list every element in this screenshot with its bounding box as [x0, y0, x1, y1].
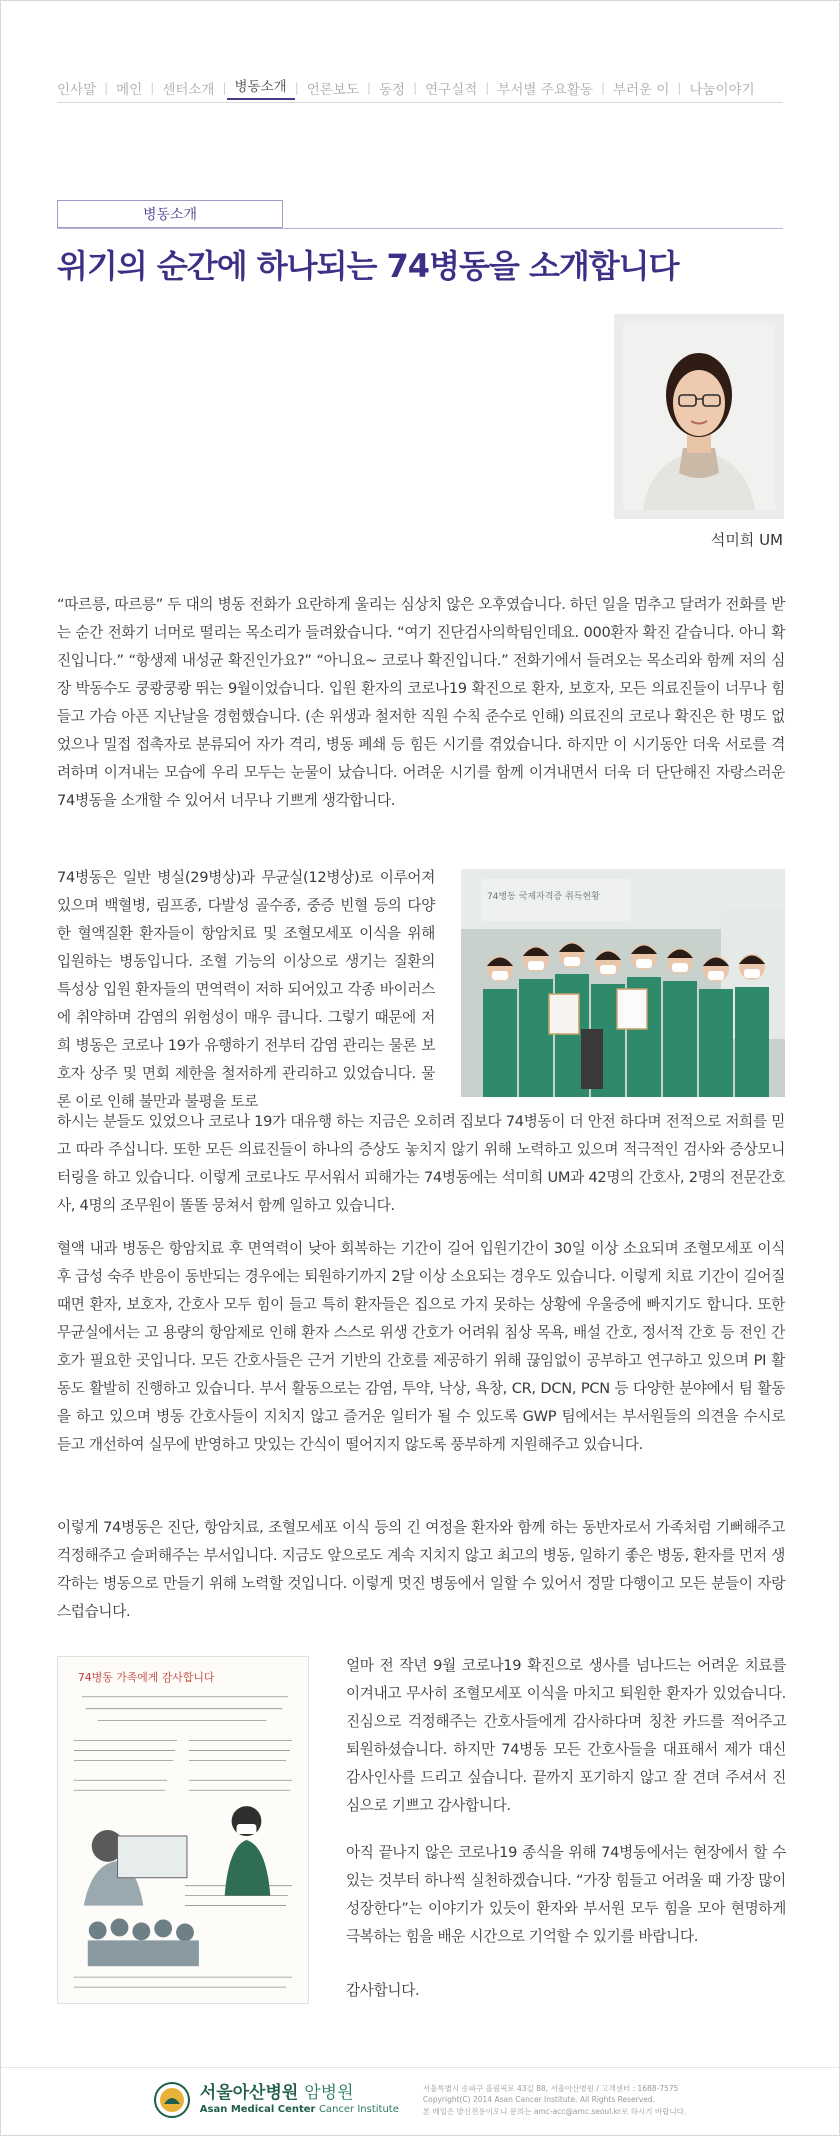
section-label: 병동소개 [57, 200, 283, 228]
closing-paragraph: 아직 끝나지 않은 코로나19 종식을 위해 74병동에서는 현장에서 할 수 있는 것부터 하나씩 실천하겠습니다. “가장 힘들고 어려울 때 가장 많이 성장한다”는 이야기가 있듯이 환자와 부서원 모두 힘을 모아 현명하게 극복하는 힘을 배운 시간으로 기억할 수 있기를 바랍니다. [346, 1844, 786, 1945]
nav-separator: | [222, 80, 227, 95]
ward-paragraph-part1: 74병동은 일반 병실(29병상)과 무균실(12병상)로 이루어져 있으며 백혈병, 림프종, 다발성 골수종, 중증 빈혈 등의 다양한 혈액질환 환자들이 항암치료 및 조혈모세포 이식을 위해 입원하는 병동입니다. 조혈 기능의 이상으로 생기는 질환의 특성상 입원 환자들의 면역력이 저하 되어있고 각종 바이러스에 취약하며 감염의 위험성이 매우 큽니다. 그렇기 때문에 저희 병동은 코로나 19가 유행하기 전부터 감염 관리는 물론 보호자 상주 및 면회 제한을 철저하게 관리하고 있었습니다. 물론 이로 인해 불만과 불평을 토로 [57, 869, 435, 1110]
nav-item-sharing[interactable]: 나눔이야기 [689, 81, 755, 98]
hospital-logo-text[interactable] [200, 2084, 399, 2115]
hospital-unit-ko: 암병원 [304, 2083, 354, 2104]
hospital-emblem-icon [154, 2082, 190, 2118]
title-divider [57, 228, 783, 229]
nav-separator: | [677, 80, 682, 95]
nav-item-center-intro[interactable]: 센터소개 [162, 81, 215, 98]
nav-item-main[interactable]: 메인 [116, 81, 143, 98]
companion-paragraph: 이렇게 74병동은 진단, 항암치료, 조혈모세포 이식 등의 긴 여정을 환자와 함께 하는 동반자로서 가족처럼 기뻐해주고 걱정해주고 슬퍼해주는 부서입니다. 지금도 앞으로도 계속 지치지 않고 최고의 병동, 일하기 좋은 병동, 환자를 먼저 생각하는 병동으로 만들기 위해 노력할 것입니다. 이렇게 멋진 병동에서 일할 수 있어서 정말 다행이고 모든 분들이 자랑스럽습니다. [57, 1519, 785, 1620]
nav-item-press[interactable]: 언론보도 [306, 81, 359, 98]
nav-item-ward-intro[interactable]: 병동소개 [227, 75, 295, 100]
ward-paragraph-part2: 하시는 분들도 있었으나 코로나 19가 대유행 하는 지금은 오히려 집보다 74병동이 더 안전 하다며 전적으로 저희를 믿고 따라 주십니다. 또한 모든 의료진들이 하나의 증상도 놓치지 않기 위해 노력하고 있으며 적극적인 검사와 증상모니터링을 하고 있습니다. 이렇게 코로나도 무서워서 피해가는 74병동에는 석미희 UM과 42명의 간호사, 2명의 전문간호사, 4명의 조무원이 똘똘 뭉쳐서 함께 일하고 있습니다. [57, 1113, 785, 1214]
footer-contact: 본 메일은 발신전용이오니 문의는 amc-acc@amc.seoul.kr로 하시기 바랍니다. [422, 2106, 687, 2116]
thank-you-line: 감사합니다. [346, 1982, 420, 1999]
hospital-name-en: Asan Medical Center [199, 2104, 316, 2116]
intro-paragraph: “따르릉, 따르릉” 두 대의 병동 전화가 요란하게 울리는 심상치 않은 오후였습니다. 하던 일을 멈추고 달려가 전화를 받는 순간 전화기 너머로 떨리는 목소리가 들려왔습니다. “여기 진단검사의학팀인데요. 000환자 확진 같습니다. 아니 확진입니다.” “항생제 내성균 확진인가요?” “아니요~ 코로나 확진입니다.” 전화기에서 들려오는 목소리와 함께 저의 심장 박동수도 쿵쾅쿵쾅 뛰는 9월이었습니다. 입원 환자의 코로나19 확진으로 환자, 보호자, 모든 의료진들이 너무나 힘들고 가슴 아픈 지난날을 경험했습니다. (손 위생과 철저한 직원 수칙 준수로 인해) 의료진의 코로나 확진은 한 명도 없었으나 밀접 접촉자로 분류되어 자가 격리, 병동 폐쇄 등 힘든 시기를 겪었습니다. 하지만 이 시기동안 더욱 서로를 격려하며 이겨내는 모습에 우리 모두는 눈물이 났습니다. 어려운 시기를 함께 이겨내면서 더욱 더 단단해진 자랑스러운 74병동을 소개할 수 있어서 너무나 기쁘게 생각합니다. [57, 596, 785, 809]
nav-separator: | [150, 80, 155, 95]
nav-separator: | [366, 80, 371, 95]
hospital-name-ko: 서울아산병원 [199, 2083, 299, 2104]
footer-info [423, 2083, 686, 2118]
hospital-unit-en: Cancer Institute [318, 2104, 399, 2116]
team-photo [461, 869, 785, 1097]
photo-sign-text: 74병동 국제자격증 취득현황 [487, 892, 600, 902]
thank-you-card-image [57, 1656, 309, 2004]
nav-separator: | [600, 80, 605, 95]
nav-item-news[interactable]: 동정 [378, 81, 406, 98]
nav-separator: | [485, 80, 490, 95]
card-heading-text: 74병동 가족에게 감사합니다 [77, 1670, 215, 1684]
nav-separator: | [294, 80, 299, 95]
nav-separator: | [104, 80, 109, 95]
footer-copyright: Copyright(C) 2014 Asan Cancer Institute. All Rights Reserved. [422, 2095, 655, 2105]
footer-address: 서울특별시 송파구 올림픽로 43길 88, 서울아산병원 / 고객센터 : 1688-7575 [422, 2083, 679, 2093]
portrait-caption: 석미희 UM [710, 531, 783, 549]
hematology-paragraph: 혈액 내과 병동은 항암치료 후 면역력이 낮아 회복하는 기간이 길어 입원기간이 30일 이상 소요되며 조혈모세포 이식 후 급성 숙주 반응이 동반되는 경우에는 퇴원하기까지 2달 이상 소요되는 경우도 있습니다. 이렇게 치료 기간이 길어질 때면 환자, 보호자, 간호사 모두 힘이 들고 특히 환자들은 집으로 가지 못하는 상황에 우울증에 빠지기도 합니다. 또한 무균실에서는 고 용량의 항암제로 인해 환자 스스로 위생 간호가 어려워 침상 목욕, 배설 간호, 정서적 간호 등 전인 간호가 필요한 곳입니다. 모든 간호사들은 근거 기반의 간호를 제공하기 위해 끊임없이 공부하고 연구하고 있으며 PI 활동도 활발히 진행하고 있습니다. 부서 활동으로는 감염, 투약, 낙상, 욕창, CR, DCN, PCN 등 다양한 분야에서 팀 활동을 하고 있으며 병동 간호사들이 지치지 않고 즐거운 일터가 될 수 있도록 GWP 팀에서는 부서원들의 의견을 수시로 듣고 개선하여 실무에 반영하고 맛있는 간식이 떨어지지 않도록 풍부하게 지원해주고 있습니다. [57, 1240, 785, 1453]
nav-divider [57, 102, 783, 103]
patient-thanks-paragraph: 얼마 전 작년 9월 코로나19 확진으로 생사를 넘나드는 어려운 치료를 이겨내고 무사히 조혈모세포 이식을 마치고 퇴원한 환자가 있었습니다. 진심으로 걱정해주는 간호사들에게 감사하다며 칭찬 카드를 적어주고 퇴원하셨습니다. 하지만 74병동 모든 간호사들을 대표해서 제가 대신 감사인사를 드리고 싶습니다. 끝까지 포기하지 않고 잘 견뎌 주셔서 진심으로 기쁘고 감사합니다. [346, 1657, 786, 1814]
nav-item-research[interactable]: 연구실적 [425, 81, 478, 98]
nav-separator: | [413, 80, 418, 95]
footer-divider [1, 2067, 839, 2068]
portrait-photo [614, 314, 784, 519]
footer [1, 2071, 839, 2129]
page-title: 위기의 순간에 하나되는 74병동을 소개합니다 [57, 247, 679, 285]
top-navigation [57, 75, 783, 100]
nav-item-greeting[interactable]: 인사말 [57, 81, 97, 98]
nav-item-envy[interactable]: 부러운 이 [612, 81, 670, 98]
nav-item-dept-activities[interactable]: 부서별 주요활동 [497, 81, 593, 98]
